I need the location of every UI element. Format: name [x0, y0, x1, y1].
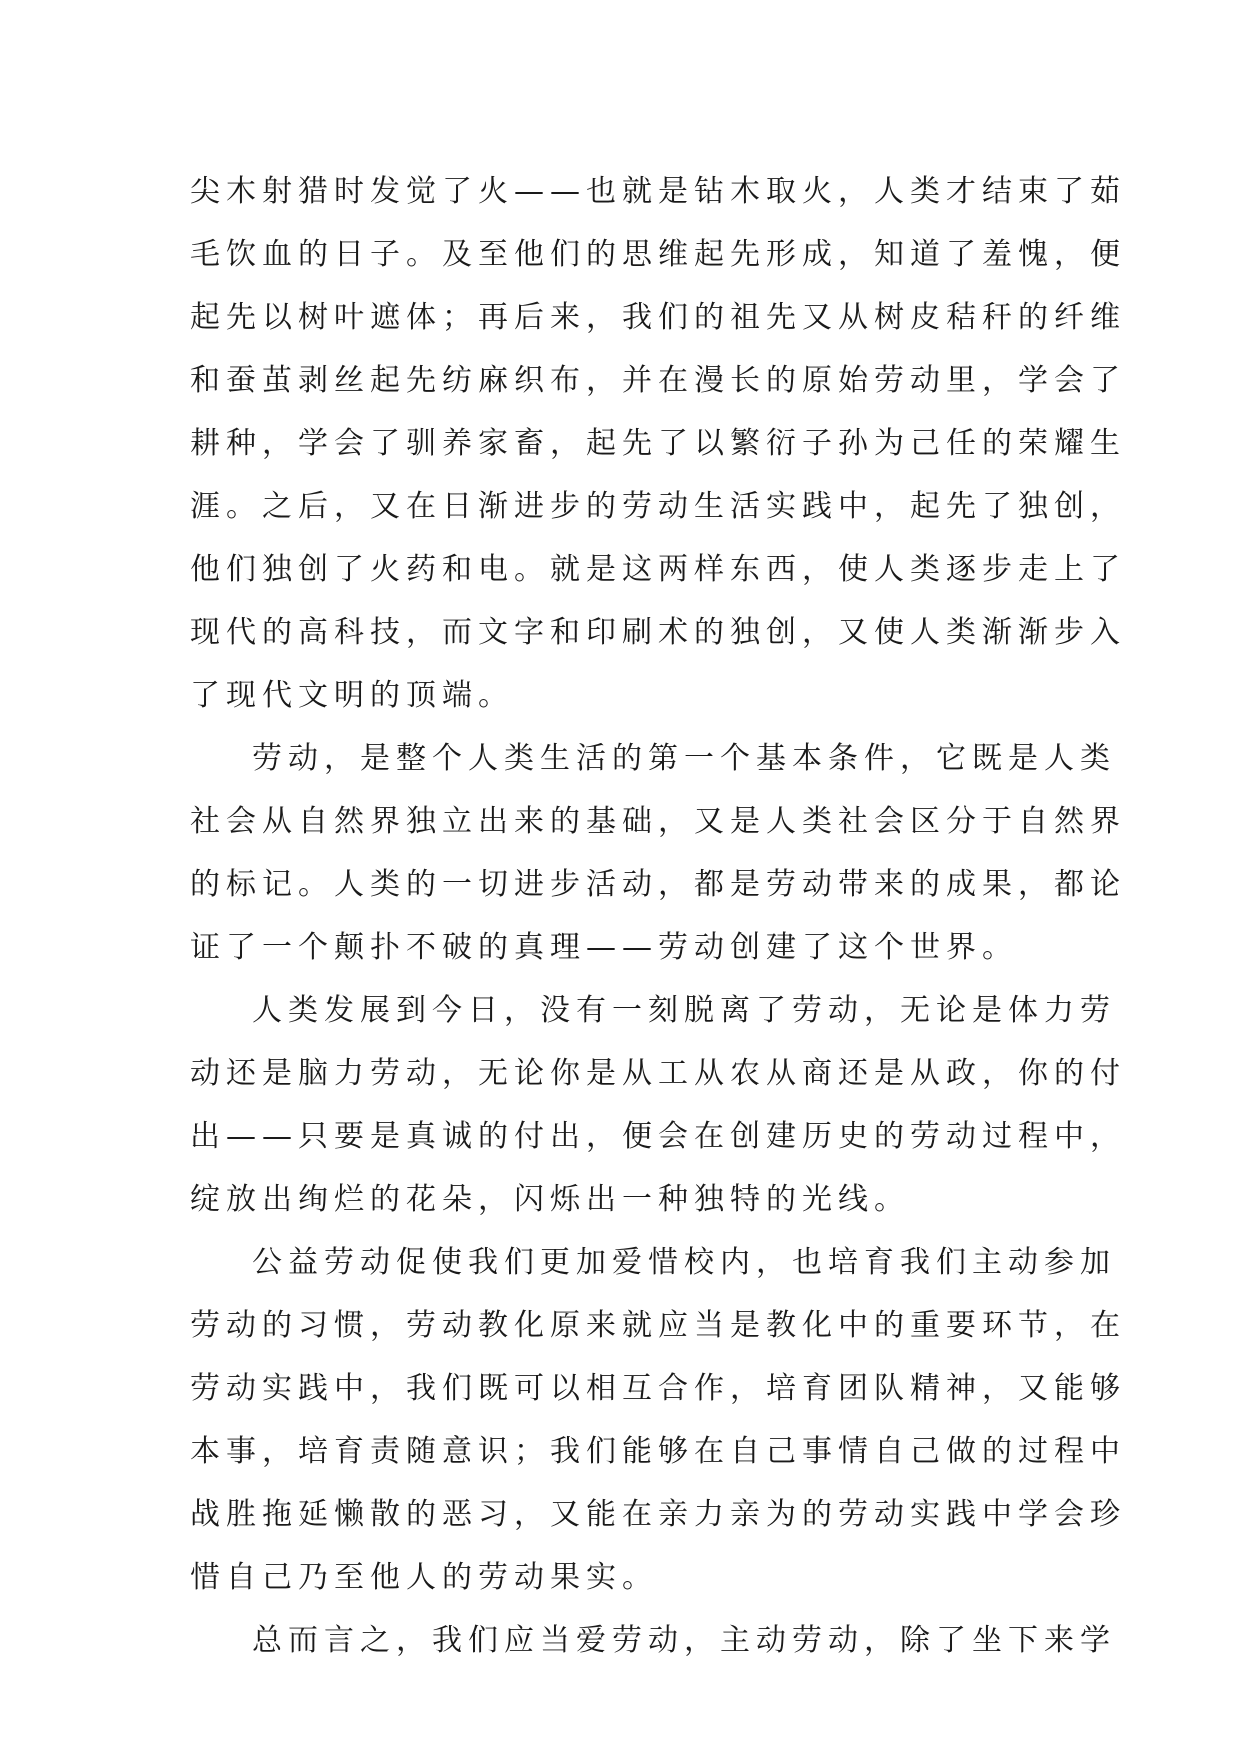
text-line: 惜自己乃至他人的劳动果实。 [190, 1560, 658, 1595]
text-line: 公益劳动促使我们更加爱惜校内，也培育我们主动参加 [252, 1245, 1116, 1280]
text-line: 总而言之，我们应当爱劳动，主动劳动，除了坐下来学 [252, 1623, 1116, 1658]
text-line: 了现代文明的顶端。 [190, 678, 514, 713]
text-line: 人类发展到今日，没有一刻脱离了劳动，无论是体力劳 [252, 993, 1116, 1028]
text-line: 的标记。人类的一切进步活动，都是劳动带来的成果，都论 [190, 867, 1126, 902]
document-body [190, 160, 1126, 1672]
text-line: 起先以树叶遮体；再后来，我们的祖先又从树皮秸秆的纤维 [190, 300, 1126, 335]
text-line: 现代的高科技，而文字和印刷术的独创，又使人类渐渐步入 [190, 615, 1126, 650]
text-line: 出——只要是真诚的付出，便会在创建历史的劳动过程中， [190, 1119, 1126, 1154]
text-line: 战胜拖延懒散的恶习，又能在亲力亲为的劳动实践中学会珍 [190, 1497, 1126, 1532]
text-line: 劳动，是整个人类生活的第一个基本条件，它既是人类 [252, 741, 1116, 776]
text-line: 证了一个颠扑不破的真理——劳动创建了这个世界。 [190, 930, 1018, 965]
text-line: 绽放出绚烂的花朵，闪烁出一种独特的光线。 [190, 1182, 910, 1217]
text-line: 他们独创了火药和电。就是这两样东西，使人类逐步走上了 [190, 552, 1126, 587]
text-line: 劳动的习惯，劳动教化原来就应当是教化中的重要环节，在 [190, 1308, 1126, 1343]
text-line: 耕种，学会了驯养家畜，起先了以繁衍子孙为己任的荣耀生 [190, 426, 1126, 461]
text-line: 劳动实践中，我们既可以相互合作，培育团队精神，又能够 [190, 1371, 1126, 1406]
text-line: 和蚕茧剥丝起先纺麻织布，并在漫长的原始劳动里，学会了 [190, 363, 1126, 398]
text-line: 涯。之后，又在日渐进步的劳动生活实践中，起先了独创， [190, 489, 1126, 524]
text-line: 动还是脑力劳动，无论你是从工从农从商还是从政，你的付 [190, 1056, 1126, 1091]
text-line: 尖木射猎时发觉了火——也就是钻木取火，人类才结束了茹 [190, 174, 1126, 209]
text-line: 本事，培育责随意识；我们能够在自己事情自己做的过程中 [190, 1434, 1126, 1469]
text-line: 社会从自然界独立出来的基础，又是人类社会区分于自然界 [190, 804, 1126, 839]
text-line: 毛饮血的日子。及至他们的思维起先形成，知道了羞愧，便 [190, 237, 1126, 272]
